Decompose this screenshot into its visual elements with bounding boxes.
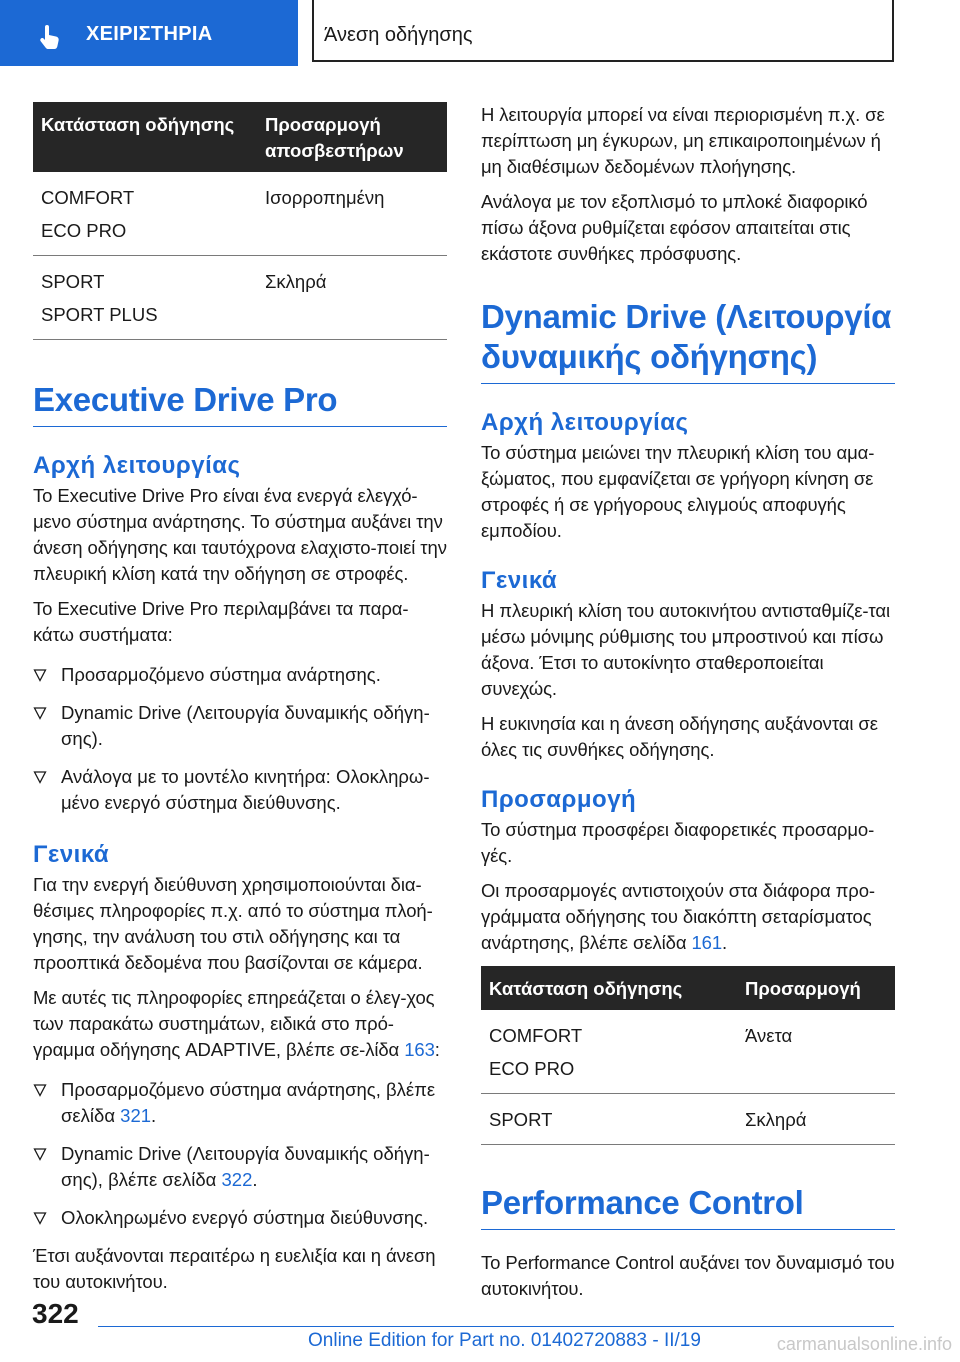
table-row [481, 1094, 895, 1145]
table-row [33, 172, 447, 256]
damper-table [33, 102, 447, 340]
paragraph: Το Executive Drive Pro περιλαμβάνει τα παρα-κάτω συστήματα: [33, 598, 409, 645]
list-item [33, 662, 447, 688]
list-item-text: Ανάλογα με το μοντέλο κινητήρα: Ολοκληρω-μένο ενεργό σύστημα διεύθυνσης. [61, 766, 430, 813]
paragraph: Το σύστημα προσφέρει διαφορετικές προσαρμο-γές. [481, 819, 875, 866]
triangle-bullet-icon [33, 707, 47, 720]
table-cell-setting: Άνετα [737, 1010, 895, 1094]
heading-genika: Γενικά [481, 567, 558, 594]
paragraph-text: : [434, 1039, 440, 1060]
hand-pointer-icon [38, 24, 64, 50]
page-reference-link[interactable]: 321 [120, 1105, 152, 1126]
paragraph: Το σύστημα μειώνει την πλευρική κλίση του αμα-ξώματος, που εμφανίζεται σε γρήγορη κίνηση σε στροφές ή σε γρήγορους ελιγμούς αποφυγής εμποδίου. [481, 442, 875, 541]
heading-prosarmogi: Προσαρμογή [481, 786, 637, 813]
footer-edition: Online Edition for Part no. 01402720883 - II/19 [308, 1330, 701, 1351]
list-item-text: Προσαρμοζόμενο σύστημα ανάρτησης. [61, 664, 381, 685]
paragraph: Ανάλογα με τον εξοπλισμό το μπλοκέ διαφορικό πίσω άξονα ρυθμίζεται εφόσον απαιτείται στις εκάστοτε συνθήκες πρόσφυσης. [481, 191, 868, 264]
affected-systems-list [33, 1077, 447, 1231]
footer-divider [98, 1326, 894, 1327]
watermark: carmanualsonline.info [776, 1334, 952, 1354]
heading-arxi-leitourgias: Αρχή λειτουργίας [481, 409, 689, 436]
paragraph [33, 985, 447, 1063]
systems-list [33, 662, 447, 816]
list-item [33, 764, 447, 816]
list-item-text: . [151, 1105, 157, 1126]
list-item [33, 1141, 447, 1193]
list-item-text: Ολοκληρωμένο ενεργό σύστημα διεύθυνσης. [61, 1207, 429, 1228]
table-cell-mode [33, 172, 257, 256]
table-cell-setting: Ισορροπημένη [257, 172, 447, 256]
paragraph-text: Οι προσαρμογές αντιστοιχούν στα διάφορα προ-γράμματα οδήγησης του διακόπτη σεταρίσματος ανάρτησης, βλέπε σελίδα [481, 880, 875, 953]
manual-tab-label: ΧΕΙΡΙΣΤΗΡΙΑ [86, 23, 213, 45]
table-row [33, 256, 447, 340]
table-header-mode: Κατάσταση οδήγησης [481, 966, 737, 1010]
mode-name: ECO PRO [41, 220, 127, 241]
page-reference-link[interactable]: 322 [221, 1169, 253, 1190]
triangle-bullet-icon [33, 669, 47, 682]
paragraph-text: . [722, 932, 728, 953]
manual-tab[interactable] [0, 0, 298, 66]
table-cell-setting: Σκληρά [737, 1094, 895, 1145]
list-item-text: Dynamic Drive (Λειτουργία δυναμικής οδήγη-σης). [61, 702, 430, 749]
list-item [33, 1205, 447, 1231]
paragraph [481, 878, 895, 956]
list-item-text: . [252, 1169, 258, 1190]
table-header-setting: Προσαρμογή [737, 966, 895, 1010]
mode-name: SPORT [489, 1109, 553, 1130]
paragraph-text: Με αυτές τις πληροφορίες επηρεάζεται ο έλεγ-χος των παρακάτω συστημάτων, ειδικά στο πρό-γραμμα οδήγησης ADAPTIVE, βλέπε σε-λίδα [33, 987, 435, 1060]
table-cell-setting: Σκληρά [257, 256, 447, 340]
list-item-text: Προσαρμοζόμενο σύστημα ανάρτησης, βλέπε σελίδα [61, 1079, 436, 1126]
triangle-bullet-icon [33, 1212, 47, 1225]
page-reference-link[interactable]: 163 [404, 1039, 435, 1060]
title-performance-control: Performance Control [481, 1183, 895, 1230]
triangle-bullet-icon [33, 771, 47, 784]
title-dynamic-drive: Dynamic Drive (Λειτουργία δυναμικής οδήγησης) [481, 297, 895, 384]
table-cell-mode [481, 1094, 737, 1145]
list-item-text: Dynamic Drive (Λειτουργία δυναμικής οδήγη-σης), βλέπε σελίδα [61, 1143, 430, 1190]
dynamic-drive-table [481, 966, 895, 1145]
table-cell-mode [33, 256, 257, 340]
page-number: 322 [32, 1298, 79, 1329]
table-header-setting: Προσαρμογή αποσβεστήρων [257, 102, 447, 172]
paragraph: Η λειτουργία μπορεί να είναι περιορισμένη π.χ. σε περίπτωση μη έγκυρων, μη επικαιροποιημένων ή μη διαθέσιμων δεδομένων πλοήγησης. [481, 104, 885, 177]
heading-arxi-leitourgias: Αρχή λειτουργίας [33, 452, 241, 479]
list-item [33, 1077, 447, 1129]
mode-name: SPORT [41, 271, 105, 292]
table-cell-mode [481, 1010, 737, 1094]
mode-name: SPORT PLUS [41, 304, 158, 325]
list-item [33, 700, 447, 752]
table-row [481, 1010, 895, 1094]
paragraph: Η πλευρική κλίση του αυτοκινήτου αντισταθμίζε-ται μέσω μόνιμης ρύθμισης του μπροστινού και πίσω άξονα. Έτσι το αυτοκίνητο σταθεροποιείται συνεχώς. [481, 600, 890, 699]
table-header-mode: Κατάσταση οδήγησης [33, 102, 257, 172]
mode-name: ECO PRO [489, 1058, 575, 1079]
page-header [0, 0, 960, 66]
mode-name: COMFORT [41, 187, 135, 208]
title-executive-drive-pro: Executive Drive Pro [33, 380, 447, 427]
heading-genika: Γενικά [33, 841, 110, 868]
triangle-bullet-icon [33, 1084, 47, 1097]
triangle-bullet-icon [33, 1148, 47, 1161]
paragraph: Το Performance Control αυξάνει τον δυναμισμό του αυτοκινήτου. [481, 1252, 895, 1299]
paragraph: Το Executive Drive Pro είναι ένα ενεργά ελεγχό-μενο σύστημα ανάρτησης. Το σύστημα αυξάνει την άνεση οδήγησης και ταυτόχρονα ελαχιστο-ποιεί την πλευρική κλίση κατά την οδήγηση σε στροφές. [33, 485, 447, 584]
paragraph: Για την ενεργή διεύθυνση χρησιμοποιούνται δια-θέσιμες πληροφορίες π.χ. από το σύστημα πλοή-γησης, την ανάλυση του στιλ οδήγησης και τα προοπτικά δεδομένα που βασίζονται σε κάμερα. [33, 874, 433, 973]
mode-name: COMFORT [489, 1025, 583, 1046]
left-column [33, 102, 447, 1304]
section-tab-label: Άνεση οδήγησης [324, 24, 473, 46]
paragraph: Έτσι αυξάνονται περαιτέρω η ευελιξία και η άνεση του αυτοκινήτου. [33, 1245, 436, 1292]
right-column [481, 102, 895, 1311]
paragraph: Η ευκινησία και η άνεση οδήγησης αυξάνονται σε όλες τις συνθήκες οδήγησης. [481, 713, 878, 760]
section-tab [312, 0, 894, 62]
page-reference-link[interactable]: 161 [691, 932, 723, 953]
